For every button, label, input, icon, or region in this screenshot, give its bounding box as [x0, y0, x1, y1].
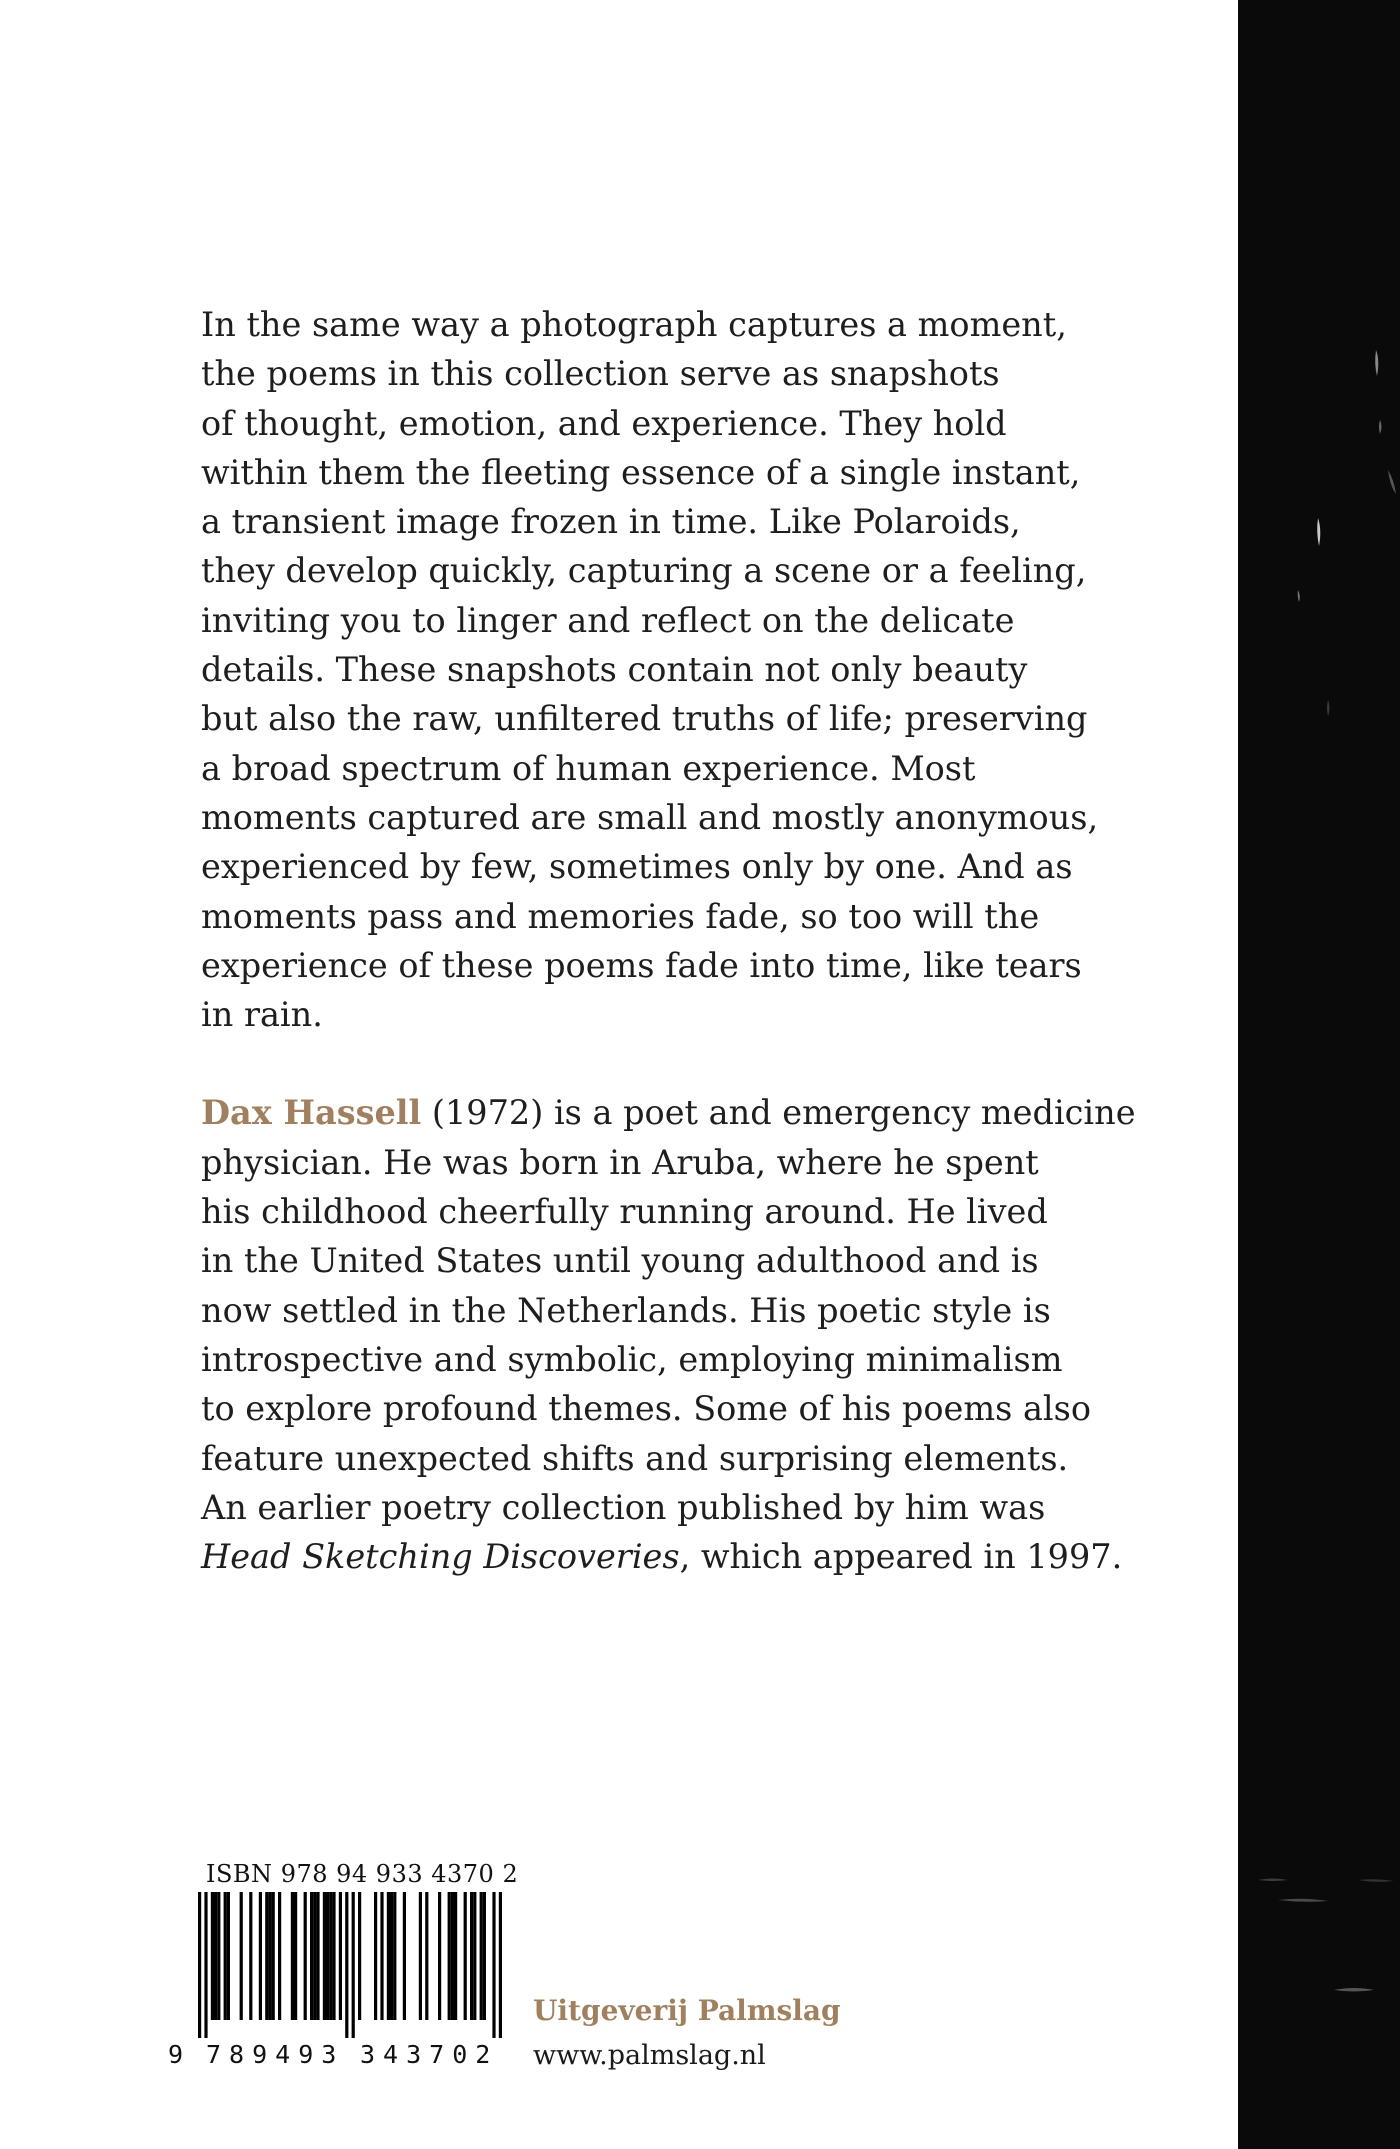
barcode-bar [470, 1892, 473, 2020]
barcode-digits-right: 343702 [360, 2040, 499, 2069]
barcode-bar [438, 1892, 441, 2020]
bio-line: feature unexpected shifts and surprising elements. [201, 1438, 1069, 1478]
bio-line [201, 1532, 1123, 1581]
barcode-bar [240, 1892, 243, 2020]
earlier-book-title: Head Sketching Discoveries [201, 1537, 680, 1577]
barcode-bar [329, 1892, 332, 2020]
blurb-line: experienced by few, sometimes only by one. And as [201, 847, 1073, 887]
spine-texture [1238, 0, 1400, 2149]
barcode-bar [454, 1892, 457, 2020]
barcode-bar [265, 1892, 268, 2020]
bio-line: An earlier poetry collection published by him was [201, 1487, 1046, 1527]
isbn-barcode [168, 1892, 504, 2042]
blurb-line: of thought, emotion, and experience. They hold [201, 403, 1007, 443]
spine-photo-strip [1238, 0, 1400, 2149]
barcode-digit-lead: 9 [168, 2040, 184, 2069]
barcode-bar [217, 1892, 220, 2020]
barcode-bar [224, 1892, 227, 2020]
barcode-bar [291, 1892, 294, 2020]
barcode-bar [451, 1892, 454, 2020]
blurb-line: they develop quickly, capturing a scene or a feeling, [201, 551, 1087, 591]
barcode-bar [345, 1892, 348, 2038]
barcode-bar [473, 1892, 476, 2020]
barcode-bar [480, 1892, 483, 2020]
author-bio-paragraph [201, 1088, 1136, 1581]
barcode-bar [483, 1892, 486, 2020]
barcode-bar [249, 1892, 252, 2020]
bio-line: introspective and symbolic, employing minimalism [201, 1339, 1063, 1379]
blurb-line: inviting you to linger and reflect on the delicate [201, 600, 1015, 640]
barcode-bar [387, 1892, 390, 2020]
bio-last-line-text: , which appeared in 1997. [679, 1537, 1123, 1577]
blurb-line: in rain. [201, 995, 323, 1035]
barcode-bar [358, 1892, 361, 2020]
barcode-bar [294, 1892, 297, 2020]
barcode-bar [326, 1892, 329, 2020]
bio-line: physician. He was born in Aruba, where he spent [201, 1142, 1039, 1182]
barcode-bar [393, 1892, 396, 2020]
bio-line: his childhood cheerfully running around. He lived [201, 1192, 1048, 1232]
bio-line [201, 1088, 1136, 1137]
barcode-bar [403, 1892, 406, 2020]
barcode-bar [310, 1892, 313, 2020]
blurb-line: moments captured are small and mostly anonymous, [201, 797, 1099, 837]
barcode-bar [313, 1892, 316, 2020]
bio-first-line-text: (1972) is a poet and emergency medicine [421, 1093, 1136, 1133]
bio-line: in the United States until young adulthood and is [201, 1241, 1039, 1281]
barcode-digits-left: 789493 [206, 2040, 345, 2069]
author-name: Dax Hassell [201, 1093, 422, 1133]
back-cover-text [201, 300, 1136, 1581]
barcode-bar [278, 1892, 281, 2020]
barcode-bar [419, 1892, 422, 2020]
blurb-line: a transient image frozen in time. Like Polaroids, [201, 502, 1021, 542]
barcode-bar [332, 1892, 335, 2020]
publisher-name: Uitgeverij Palmslag [533, 1994, 841, 2027]
barcode-bar [464, 1892, 467, 2020]
barcode-bar [374, 1892, 377, 2020]
barcode-bar [425, 1892, 428, 2020]
blurb-line: experience of these poems fade into time, like tears [201, 945, 1082, 985]
blurb-line: within them the fleeting essence of a single instant, [201, 452, 1081, 492]
barcode-bar [211, 1892, 214, 2020]
barcode-bar [323, 1892, 326, 2020]
publisher-website: www.palmslag.nl [533, 2040, 766, 2071]
barcode-bar [339, 1892, 342, 2020]
isbn-label: ISBN 978 94 933 4370 2 [206, 1860, 519, 1888]
barcode-bar [204, 1892, 207, 2038]
barcode-bar [492, 1892, 495, 2038]
barcode-bar [214, 1892, 217, 2020]
barcode-bar [304, 1892, 307, 2020]
blurb-line: moments pass and memories fade, so too will the [201, 896, 1040, 936]
barcode-bar [268, 1892, 271, 2020]
blurb-line: details. These snapshots contain not only beauty [201, 650, 1028, 690]
blurb-line: but also the raw, unfiltered truths of life; preserving [201, 699, 1088, 739]
blurb-line: In the same way a photograph captures a moment, [201, 305, 1067, 344]
blurb-paragraph [201, 300, 1099, 1039]
bio-line: now settled in the Netherlands. His poetic style is [201, 1290, 1051, 1330]
blurb-line: a broad spectrum of human experience. Most [201, 748, 976, 788]
barcode-bar [499, 1892, 502, 2038]
barcode-bar [259, 1892, 262, 2020]
barcode-bar [380, 1892, 383, 2020]
blurb-line: the poems in this collection serve as snapshots [201, 354, 1000, 394]
barcode-bar [316, 1892, 319, 2020]
barcode-bar [272, 1892, 275, 2020]
barcode-bar [390, 1892, 393, 2020]
barcode-bar [198, 1892, 201, 2038]
bio-line: to explore profound themes. Some of his poems also [201, 1389, 1091, 1429]
barcode-bar [352, 1892, 355, 2038]
barcode-bar [448, 1892, 451, 2020]
barcode-bar [227, 1892, 230, 2020]
